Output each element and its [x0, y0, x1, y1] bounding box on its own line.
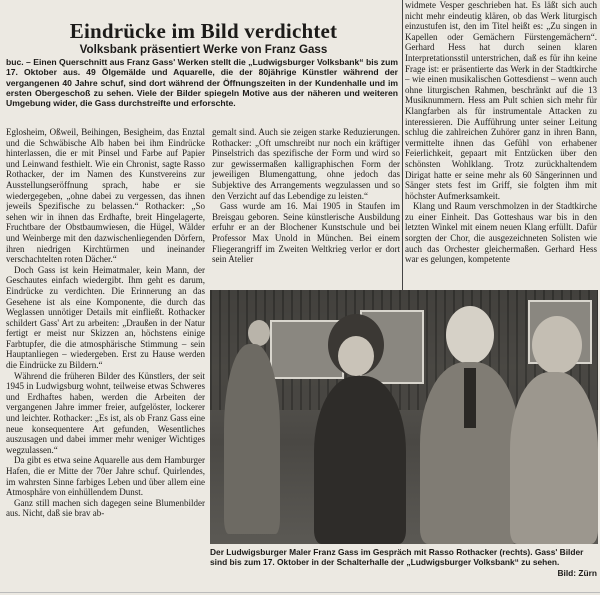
paragraph: Während die früheren Bilder des Künstlers, der seit 1945 in Ludwigsburg wohnt, teilweise etwas Schweres und Erdhaftes haben, werden die Arbeiten der vergangenen Jahre immer freier, aufgelöster, lockerer und leichter. Rothacker: „Es ist, als ob Franz Gass eine neue konsequentere Art gefunden, Wesentliches auszusagen und dabei immer mehr weniger Wichtiges wegzulassen.“ [6, 370, 205, 455]
photo-person [532, 316, 582, 374]
article-column-2 [212, 127, 400, 291]
article-lead: buc. – Einen Querschnitt aus Franz Gass' Werken stellt die „Ludwigsburger Volksbank“ bis zum 17. Oktober aus. 49 Ölgemälde und Aquarelle, die der 80jährige Künstler während der vergangenen 40 Jahre schuf, sind dort während der Öffnungszeiten in der Kundenhalle und im ersten Obergeschoß zu sehen. Viele der Bilder spiegeln Motive aus der näheren und weiteren Umgebung wider, die Gass durchstreifte und erforschte. [6, 57, 398, 109]
article-column-1 [6, 127, 205, 581]
photo-tie [464, 368, 476, 428]
paragraph: Eglosheim, Oßweil, Beihingen, Besigheim, das Enztal und die Schwäbische Alb haben bei ihm Eindrücke hinterlassen, die er mit Pinsel und Farbe auf Papier und Leinwand festhielt. Wie ein Chronist, sagte Rasso Rothacker, der im Namen des Kunstvereins zur Ausstellungseröffnung sprach, habe er sie wiedergegeben, „ohne dabei zu vergessen, das ihnen jeweils Spezifische zu belassen.“ Rothacker: „So sehen wir in ihnen das Erdhafte, breit Hingelagerte, Fruchtbare der Obstbaumwiesen, die Hügel, Wälder und Weinberge mit den dazwischenliegenden Dörfern, ihren niedrigen Kirchtürmen und ineinander verschachtelten roten Dächer.“ [6, 127, 205, 265]
paragraph: Ganz still machen sich dagegen seine Blumenbilder aus. Nicht, daß sie brav ab- [6, 497, 205, 519]
paragraph: Klang und Raum verschmolzen in der Stadtkirche zu einer Einheit. Das Gotteshaus war bis in den letzten Winkel mit einem neuen Klang erfüllt. Dafür sorgten der Chor, die ausgezeichneten Solisten wie auch das Orchester gleichermaßen. Gerhard Hess war es gelungen, kompetente [405, 201, 597, 265]
page-edge [0, 592, 600, 593]
paragraph: gemalt sind. Auch sie zeigen starke Reduzierungen. Rothacker: „Oft umschreibt nur noch ein kräftiger Pinselstrich das spezifische der Form und wird so zur gewissermaßen kalligraphischen Form der jeweiligen Blumengattung, ohne jedoch das Subjektive des Arrangements wegzulassen und so den Verzicht auf das Lebendige zu leisten.“ [212, 127, 400, 201]
neighbor-article-column [405, 0, 597, 338]
photo-credit: Bild: Zürn [557, 568, 597, 578]
photo-person [224, 344, 280, 534]
article-photo [210, 290, 598, 544]
photo-person [446, 306, 494, 364]
photo-caption: Der Ludwigsburger Maler Franz Gass im Gespräch mit Rasso Rothacker (rechts). Gass' Bilder sind bis zum 17. Oktober in der Schalterhalle der „Ludwigsburger Volksbank“ zu sehen. [210, 547, 584, 568]
photo-person [338, 336, 374, 376]
photo-person [314, 376, 406, 544]
paragraph: Doch Gass ist kein Heimatmaler, kein Mann, der Geschautes einfach wiedergibt. Ihm geht es darum, Eindrücke zu verdichten. Die Erinnerung an das Gesehene ist als eine Komponente, die durch das Weglassen unnötiger Details mit einfließt. Rothacker schildert Gass' Art zu arbeiten: „Draußen in der Natur fertigt er meist nur Skizzen an, höchstens einige Farbtupfer, die die atmosphärische Stimmung – sein Hauptanliegen – wiedergeben. Erst zu Hause werden die Eindrücke zu Bildern.“ [6, 264, 205, 371]
photo-person [248, 320, 270, 346]
paragraph: Gass wurde am 16. Mai 1905 in Staufen im Breisgau geboren. Seine künstlerische Ausbildung erfuhr er an der Blochener Kunstschule und bei Professor Max Unold in München. Bei einem Fliegerangriff im Zweiten Weltkrieg verlor er dort sein Atelier [212, 201, 400, 265]
article-headline: Eindrücke im Bild verdichtet [69, 19, 338, 44]
paragraph: Da gibt es etwa seine Aquarelle aus dem Hamburger Hafen, die er Mitte der 70er Jahre schuf. Quirlendes, im wahrsten Sinne farbiges Leben und über allem eine Atmosphäre von einhüllendem Dunst. [6, 455, 205, 498]
photo-person [510, 372, 598, 544]
column-divider [402, 0, 403, 290]
article-subhead: Volksbank präsentiert Werke von Franz Gass [79, 42, 328, 56]
paragraph: widmete Vesper geschrieben hat. Es läßt sich auch nicht mehr eindeutig klären, ob das Werk liturgisch einzustufen ist, den im Titel heißt es: „Zu singen in Kapellen oder Gemächern Fürstengemächern“. Gerhard Hess hat durch seinen klaren Interpretationsstil unterstrichen, daß es für ihn keine Frage ist: er präsentierte das Werk in der Stadtkirche – wie einen musikalischen Gottesdienst – wenn auch ohne liturgischen Rahmen, beschränkt auf die 13 Musiknummern. Hess am Pult schien sich mehr für Klangfarben als für instrumentale Attacken zu interessieren. Die Aufführung unter seiner Leitung schlug die zahlreichen Zuhörer ganz in ihren Bann, vermittelte ihnen das Gefühl von erhabener Feierlichkeit, gepaart mit Entzücken über den schönsten Wohlklang. Trotz zurückhaltendem Dirigat hatte er seine mehr als 60 Sängerinnen und Sänger stets fest im Griff, sie folgten ihm mit höchster Aufmerksamkeit. [405, 0, 597, 201]
